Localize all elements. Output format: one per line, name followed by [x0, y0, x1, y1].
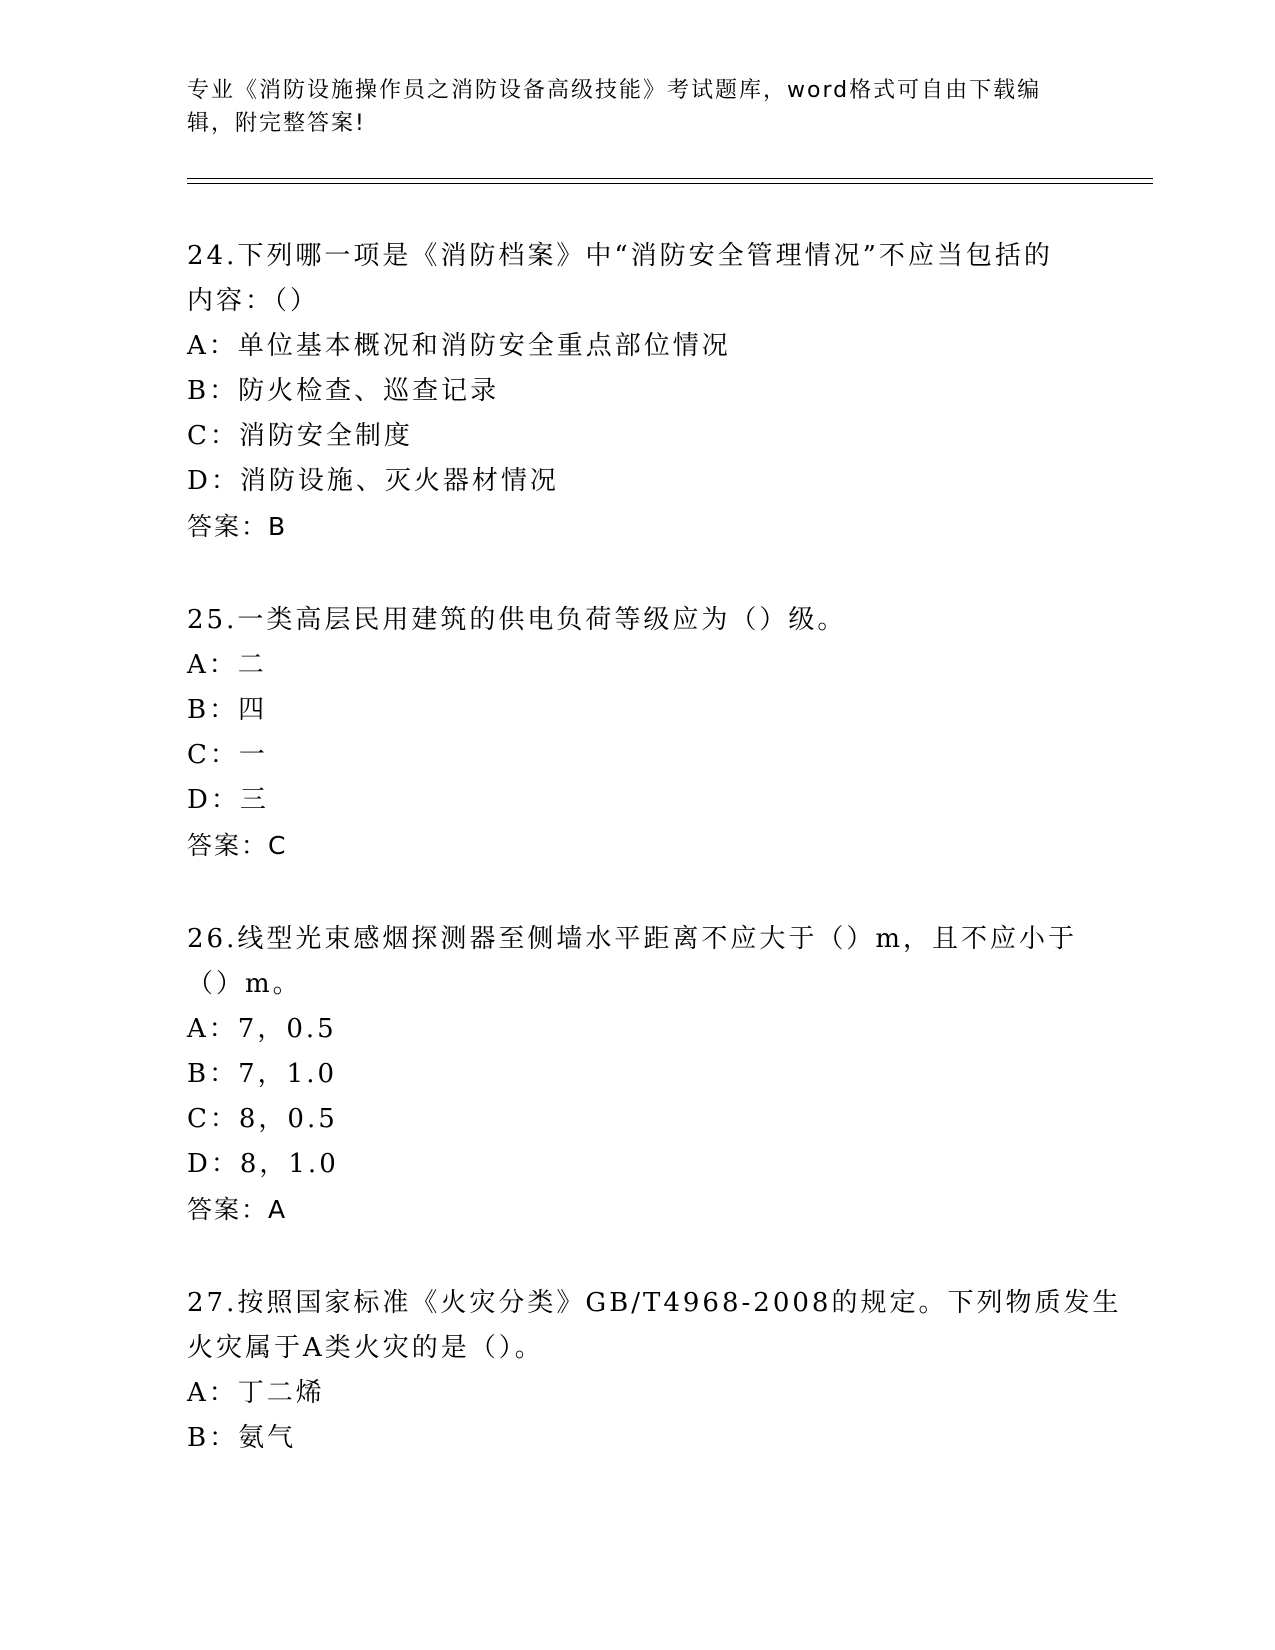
option-b: B：四: [187, 695, 268, 725]
option-c: C：8，0.5: [187, 1104, 338, 1134]
option-a: A：丁二烯: [187, 1378, 325, 1408]
answer: 答案：B: [187, 512, 288, 541]
option-a: A：二: [187, 650, 267, 680]
question-24: [187, 234, 1087, 549]
question-stem-continued: （）m。: [187, 969, 302, 999]
question-stem: 26.线型光束感烟探测器至侧墙水平距离不应大于（）m，且不应小于: [187, 924, 1078, 954]
header-divider-bottom: [187, 183, 1153, 184]
question-25: [187, 598, 1087, 868]
header-divider-top: [187, 178, 1153, 179]
question-stem: 25.一类高层民用建筑的供电负荷等级应为（）级。: [187, 605, 847, 635]
option-d: D：消防设施、灭火器材情况: [187, 466, 559, 496]
option-a: A：单位基本概况和消防安全重点部位情况: [187, 331, 731, 361]
question-stem: 27.按照国家标准《火灾分类》GB/T4968-2008的规定。下列物质发生: [187, 1288, 1122, 1318]
question-stem-continued: 火灾属于A类火灾的是（）。: [187, 1333, 544, 1363]
option-b: B：7，1.0: [187, 1059, 337, 1089]
question-26: [187, 917, 1087, 1232]
question-stem-continued: 内容：（）: [187, 286, 320, 316]
option-c: C：消防安全制度: [187, 421, 413, 451]
option-d: D：三: [187, 785, 269, 815]
option-c: C：一: [187, 740, 268, 770]
option-d: D：8，1.0: [187, 1149, 339, 1179]
header-line-2: 辑，附完整答案!: [187, 111, 366, 136]
header-line-1: 专业《消防设施操作员之消防设备高级技能》考试题库，word格式可自由下载编: [187, 78, 1042, 103]
option-b: B：氨气: [187, 1423, 297, 1453]
option-a: A：7，0.5: [187, 1014, 337, 1044]
document-header: [187, 74, 1067, 140]
answer: 答案：C: [187, 831, 288, 860]
answer: 答案：A: [187, 1195, 288, 1224]
question-27: [187, 1281, 1122, 1461]
question-stem: 24.下列哪一项是《消防档案》中“消防安全管理情况”不应当包括的: [187, 241, 1053, 271]
option-b: B：防火检查、巡查记录: [187, 376, 500, 406]
